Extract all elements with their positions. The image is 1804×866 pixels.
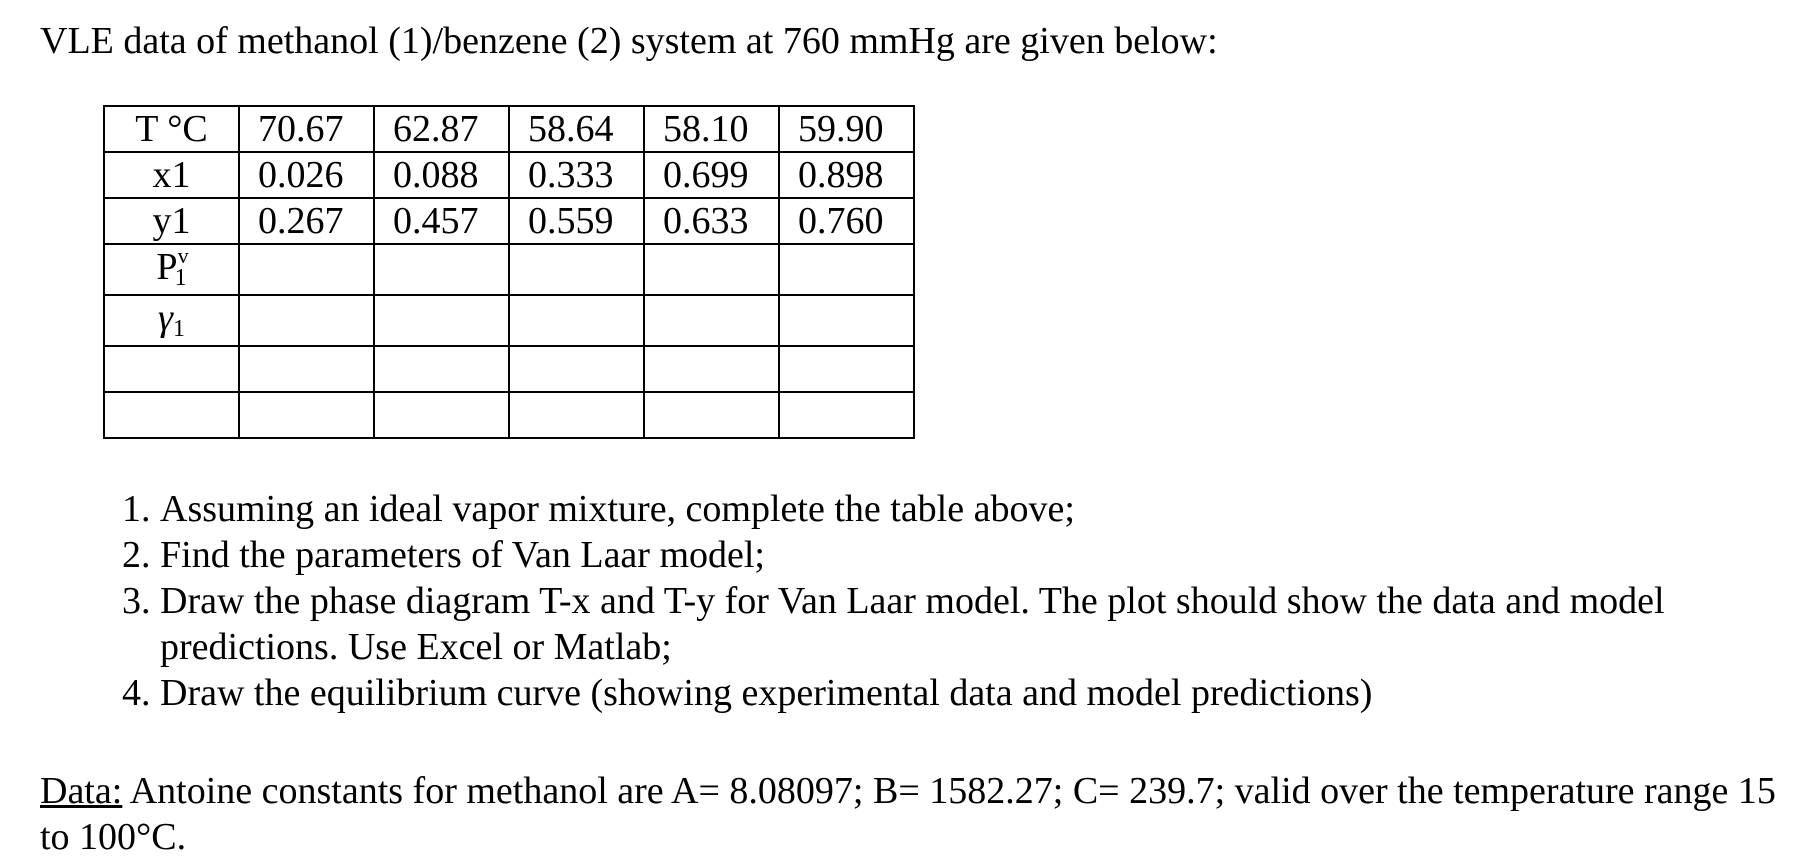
task-item: 1. Assuming an ideal vapor mixture, complete the table above; (160, 486, 1804, 532)
table-cell: 0.088 (374, 152, 509, 198)
table-cell-empty (644, 295, 779, 346)
table-cell-empty (509, 295, 644, 346)
antoine-data-note (40, 768, 1800, 860)
task-item: 3. Draw the phase diagram T-x and T-y for Van Laar model. The plot should show the data and model predictions. Use Excel or Matlab; (160, 578, 1804, 670)
table-cell: 0.026 (239, 152, 374, 198)
row-header-y1: y1 (104, 198, 239, 244)
table-cell-empty (374, 392, 509, 438)
table-cell-empty (644, 244, 779, 295)
table-row-temperature (104, 106, 914, 152)
table-cell-empty (239, 346, 374, 392)
task-list (96, 486, 1804, 716)
table-cell: 70.67 (239, 106, 374, 152)
row-header-activity-coefficient (104, 295, 239, 346)
table-row-activity-coefficient (104, 295, 914, 346)
table-cell: 58.10 (644, 106, 779, 152)
table-cell-empty (509, 392, 644, 438)
task-item: 4. Draw the equilibrium curve (showing experimental data and model predictions) (160, 670, 1804, 716)
row-header-temperature: T °C (104, 106, 239, 152)
table-cell-empty (779, 346, 914, 392)
row-header-x1: x1 (104, 152, 239, 198)
table-cell: 0.699 (644, 152, 779, 198)
table-cell-empty (239, 392, 374, 438)
table-cell-empty (779, 295, 914, 346)
data-label: Data: (40, 770, 123, 812)
table-cell-empty (374, 295, 509, 346)
task-item: 2. Find the parameters of Van Laar model; (160, 532, 1804, 578)
table-cell: 0.760 (779, 198, 914, 244)
table-cell: 62.87 (374, 106, 509, 152)
table-cell: 0.457 (374, 198, 509, 244)
table-cell-empty (104, 346, 239, 392)
table-cell-empty (509, 346, 644, 392)
table-cell: 59.90 (779, 106, 914, 152)
table-row-x1 (104, 152, 914, 198)
table-cell-empty (644, 346, 779, 392)
table-cell: 0.333 (509, 152, 644, 198)
table-row-blank (104, 346, 914, 392)
table-cell-empty (239, 295, 374, 346)
problem-intro: VLE data of methanol (1)/benzene (2) system at 760 mmHg are given below: (40, 20, 1218, 62)
vle-data-table (103, 105, 915, 439)
table-cell-empty (374, 244, 509, 295)
table-cell-empty (779, 244, 914, 295)
table-cell: 0.898 (779, 152, 914, 198)
table-row-vapor-pressure (104, 244, 914, 295)
row-header-vapor-pressure (104, 244, 239, 295)
table-cell: 0.633 (644, 198, 779, 244)
gamma-symbol: γ1 (158, 297, 185, 342)
table-cell: 58.64 (509, 106, 644, 152)
vapor-pressure-symbol: $P^v1$ (156, 243, 189, 291)
table-cell-empty (239, 244, 374, 295)
table-cell-empty (509, 244, 644, 295)
table-cell-empty (644, 392, 779, 438)
table-cell-empty (374, 346, 509, 392)
table-cell: 0.267 (239, 198, 374, 244)
table-row-y1 (104, 198, 914, 244)
table-row-blank (104, 392, 914, 438)
data-text: Antoine constants for methanol are A= 8.08097; B= 1582.27; C= 239.7; valid over the temperature range 15 to 100°C. (40, 770, 1776, 858)
table-cell-empty (779, 392, 914, 438)
table-cell: 0.559 (509, 198, 644, 244)
table-cell-empty (104, 392, 239, 438)
